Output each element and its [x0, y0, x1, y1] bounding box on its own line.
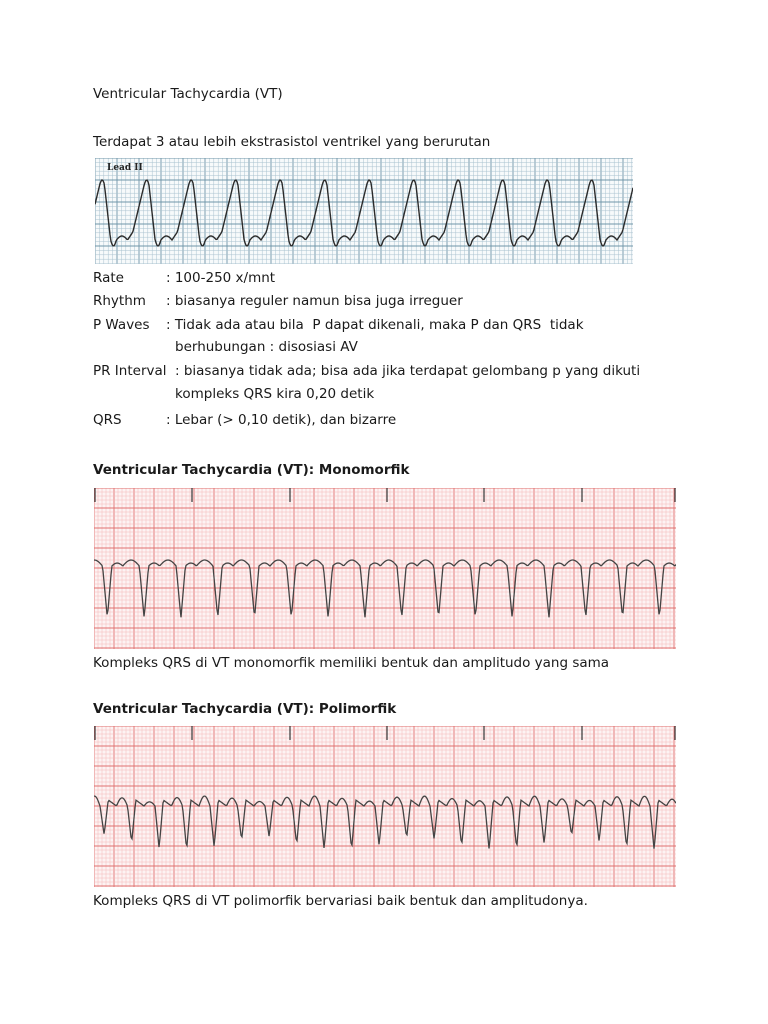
- def-pr-interval-value-2: kompleks QRS kira 0,20 detik: [175, 386, 375, 402]
- def-rate-value: : 100-250 x/mnt: [166, 270, 276, 286]
- intro-text: Terdapat 3 atau lebih ekstrasistol ventrikel yang berurutan: [93, 134, 491, 150]
- def-rhythm-value: : biasanya reguler namun bisa juga irreguer: [166, 293, 463, 309]
- def-p-waves-key: P Waves: [93, 317, 150, 333]
- ecg-strip-polymorphic: [94, 726, 676, 887]
- mono-heading: Ventricular Tachycardia (VT): Monomorfik: [93, 462, 410, 478]
- poly-heading: Ventricular Tachycardia (VT): Polimorfik: [93, 701, 397, 717]
- lead-ii-label: Lead II: [107, 163, 143, 173]
- poly-caption: Kompleks QRS di VT polimorfik bervariasi baik bentuk dan amplitudonya.: [93, 893, 588, 909]
- ecg-strip-lead-ii: [95, 158, 633, 264]
- def-pr-interval-key: PR Interval: [93, 363, 167, 379]
- ecg-strip-monomorphic: [94, 488, 676, 649]
- def-qrs-value: : Lebar (> 0,10 detik), dan bizarre: [166, 412, 397, 428]
- def-p-waves-value-2: berhubungan : disosiasi AV: [175, 339, 358, 355]
- document-title: Ventricular Tachycardia (VT): [93, 86, 283, 102]
- def-rate-key: Rate: [93, 270, 124, 286]
- mono-caption: Kompleks QRS di VT monomorfik memiliki bentuk dan amplitudo yang sama: [93, 655, 610, 671]
- def-p-waves-value: : Tidak ada atau bila P dapat dikenali, maka P dan QRS tidak: [166, 317, 584, 333]
- def-pr-interval-value: : biasanya tidak ada; bisa ada jika terdapat gelombang p yang dikuti: [175, 363, 641, 379]
- def-qrs-key: QRS: [93, 412, 122, 428]
- def-rhythm-key: Rhythm: [93, 293, 146, 309]
